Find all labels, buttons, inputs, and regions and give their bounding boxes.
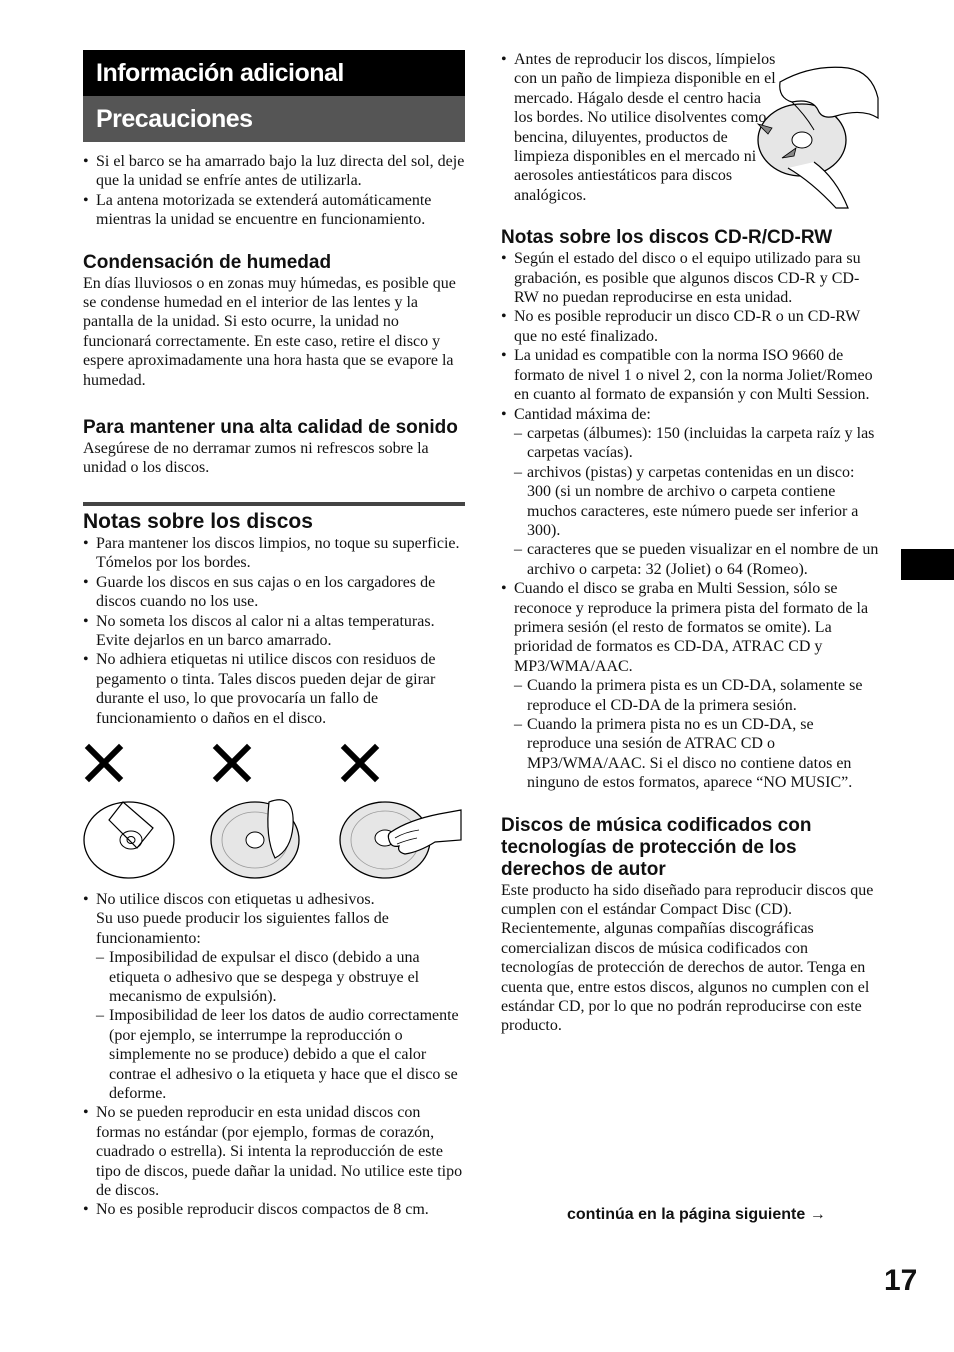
list-item: • Guarde los discos en sus cajas o en los cargadores de discos cuando no los use. (83, 573, 465, 612)
list-item: • No es posible reproducir un disco CD-R o un CD-RW que no esté finalizado. (501, 307, 881, 346)
condensation-text: En días lluviosos o en zonas muy húmedas, es posible que se condense humedad en el interior de las lentes y la pantalla de la unidad. Si esto ocurre, la unidad no funcionará correctamente. En este caso, retire el disco y espere aproximadamente una hora hasta que se evapore la humedad. (83, 274, 456, 389)
disc-with-label-illustration (83, 740, 213, 890)
copyright-paragraph-1: Este producto ha sido diseñado para reproducir discos que cumplen con el estándar Compact Disc (CD). (501, 881, 874, 919)
list-item: • Según el estado del disco o el equipo utilizado para su grabación, es posible que algunos discos CD-R y CD-RW no puedan reproducirse en esta unidad. (501, 249, 881, 307)
cleaning-list (501, 50, 881, 205)
list-item: – caracteres que se pueden visualizar en el nombre de un archivo o carpeta: 32 (Joliet) o 64 (Romeo). (514, 540, 881, 579)
prohibited-disc-illustrations (83, 740, 465, 890)
cdr-notes-heading: Notas sobre los discos CD-R/CD-RW (501, 227, 833, 249)
list-item: – Cuando la primera pista es un CD-DA, solamente se reproduce el CD-DA de la primera sesión. (514, 676, 881, 715)
section-title: Información adicional (83, 50, 465, 96)
max-count-sublist (514, 424, 881, 579)
nonstandard-shape-disc-illustration (209, 740, 339, 890)
right-column (501, 50, 881, 1036)
condensation-heading: Condensación de humedad (83, 251, 332, 273)
intro-list (83, 152, 465, 230)
sound-quality-heading: Para mantener una alta calidad de sonido (83, 417, 458, 439)
list-item (501, 50, 776, 205)
list-item: • Si el barco se ha amarrado bajo la luz directa del sol, deje que la unidad se enfríe antes de utilizarla. (83, 152, 465, 191)
list-item: • No adhiera etiquetas ni utilice discos con residuos de pegamento o tinta. Tales discos pueden dejar de girar durante el uso, lo que provocaría un fallo de funcionamiento o daños en el disco. (83, 650, 465, 728)
section-subtitle: Precauciones (83, 96, 465, 142)
left-column (83, 50, 465, 1220)
label-warning-cont: Su uso puede producir los siguientes fallos de funcionamiento: (96, 910, 389, 947)
sound-quality-text: Asegúrese de no derramar zumos ni refrescos sobre la unidad o los discos. (83, 440, 429, 477)
list-item (501, 579, 881, 792)
list-item: • No se pueden reproducir en esta unidad discos con formas no estándar (por ejemplo, formas de corazón, cuadrado o estrella). Si intenta la reproducción de este tipo de discos, puede dañar la unidad. No utilice este tipo de discos. (83, 1103, 465, 1200)
hand-touching-disc-illustration (339, 740, 469, 890)
multisession-text: Cuando el disco se graba en Multi Session, sólo se reconoce y reproduce la primera pista del formato de la primera sesión (el resto de formatos se omite). La prioridad de formatos es CD-DA, ATRAC CD y MP3/WMA/AAC. (514, 580, 869, 675)
copyright-heading: Discos de música codificados con tecnologías de protección de los derechos de autor (501, 814, 812, 880)
max-count-text: Cantidad máxima de: (514, 405, 651, 423)
list-item: – Imposibilidad de leer los datos de audio correctamente (por ejemplo, se interrumpe la reproducción o simplemente no se produce) debido a que el calor contrae el adhesivo o la etiqueta y hace que el disco se deforme. (96, 1006, 465, 1103)
list-item: – Cuando la primera pista no es un CD-DA, se reproduce una sesión de ATRAC CD o MP3/WMA/AAC. Si el disco no contiene datos en ninguno de estos formatos, aparece “NO MUSIC”. (514, 715, 881, 793)
label-warning-sublist (96, 948, 465, 1103)
list-item: • Para mantener los discos limpios, no toque su superficie. Tómelos por los bordes. (83, 534, 465, 573)
continue-next-page: continúa en la página siguiente → (567, 1206, 826, 1223)
list-item (501, 405, 881, 580)
label-warning-list (83, 890, 465, 1220)
label-warning-text: No utilice discos con etiquetas u adhesivos. (96, 890, 375, 908)
list-item (83, 890, 465, 1103)
list-item: – Imposibilidad de expulsar el disco (debido a una etiqueta o adhesivo que se despega y obstruye el mecanismo de expulsión). (96, 948, 465, 1006)
cdr-notes-list (501, 249, 881, 792)
list-item: – archivos (pistas) y carpetas contenidas en un disco: 300 (si un nombre de archivo o carpeta contiene muchos caracteres, este número puede ser inferior a 300). (514, 463, 881, 541)
page-number: 17 (884, 1264, 918, 1297)
list-item: • No es posible reproducir discos compactos de 8 cm. (83, 1200, 465, 1219)
disc-notes-list (83, 534, 465, 728)
list-item: • La unidad es compatible con la norma ISO 9660 de formato de nivel 1 o nivel 2, con la norma Joliet/Romeo en cuanto al formato de expansión y con Multi Session. (501, 346, 881, 404)
list-item: – carpetas (álbumes): 150 (incluidas la carpeta raíz y las carpetas vacías). (514, 424, 881, 463)
list-item: • La antena motorizada se extenderá automáticamente mientras la unidad se encuentre en funcionamiento. (83, 191, 465, 230)
multisession-sublist (514, 676, 881, 792)
section-divider (83, 502, 465, 534)
disc-notes-heading: Notas sobre los discos (83, 509, 313, 533)
copyright-paragraph-2: Recientemente, algunas compañías discográficas comercializan discos de música codificados con tecnologías de protección de derechos de autor. Tenga en cuenta que, entre estos discos, algunos no cumplen con el estándar CD, por lo que no podrán reproducirse con este producto. (501, 920, 870, 1035)
list-item: • No someta los discos al calor ni a altas temperaturas. Evite dejarlos en un barco amarrado. (83, 612, 465, 651)
section-tab-marker (901, 549, 954, 580)
cleaning-text: Antes de reproducir los discos, límpielos con un paño de limpieza disponible en el mercado. Hágalo desde el centro hacia los bordes. No utilice disolventes como bencina, diluyentes, productos de limpieza disponibles en el mercado ni aerosoles antiestáticos para discos analógicos. (514, 51, 776, 204)
